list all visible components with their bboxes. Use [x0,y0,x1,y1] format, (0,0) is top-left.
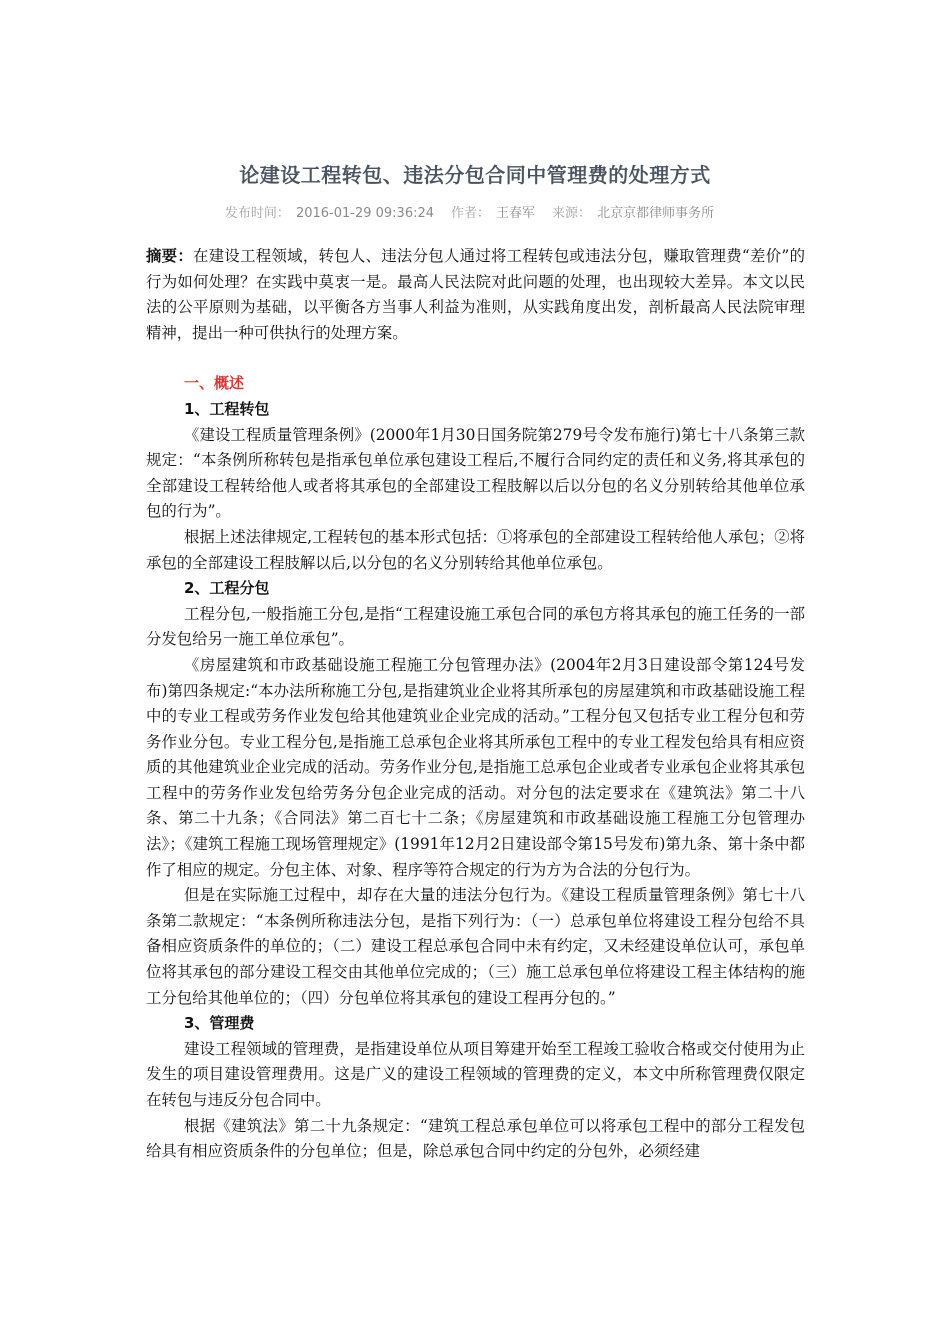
publish-time-label: 发布时间： [224,206,290,221]
paragraph: 建设工程领域的管理费，是指建设单位从项目筹建开始至工程竣工验收合格或交付使用为止发生的项目建设管理费用。这是广义的建设工程领域的管理费的定义，本文中所称管理费仅限定在转包与违反分包合同中。 [146,1039,805,1109]
author-value: 王春军 [496,206,536,221]
subsection-heading-management-fee: 3、管理费 [184,1014,255,1033]
paragraph: 《房屋建筑和市政基础设施工程施工分包管理办法》(2004年2月3日建设部令第124号发布)第四条规定:“本办法所称施工分包,是指建筑业企业将其所承包的房屋建筑和市政基础设施工程中的专业工程或劳务作业发包给其他建筑业企业完成的活动。”工程分包又包括专业工程分包和劳务作业分包。专业工程分包,是指施工总承包企业将其所承包工程中的专业工程发包给具有相应资质的其他建筑业企业完成的活动。劳务作业分包,是指施工总承包企业或者专业承包企业将其承包工程中的劳务作业发包给劳务分包企业完成的活动。对分包的法定要求在《建筑法》第二十八条、第二十九条；《合同法》第二百七十二条；《房屋建筑和市政基础设施工程施工分包管理办法》；《建筑工程施工现场管理规定》(1991年12月2日建设部令第15号发布)第九条、第十条中都作了相应的规定。分包主体、对象、程序等符合规定的行为方为合法的分包行为。 [146,655,805,879]
source-label: 来源： [552,206,592,221]
article-title: 论建设工程转包、违法分包合同中管理费的处理方式 [239,163,711,187]
article-meta [0,202,950,221]
abstract-paragraph [146,244,805,346]
paragraph: 《建设工程质量管理条例》(2000年1月30日国务院第279号令发布施行)第七十八条第三款规定：“本条例所称转包是指承包单位承包建设工程后,不履行合同约定的责任和义务,将其承包的全部建设工程转给他人或者将其承包的全部建设工程肢解以后以分包的名义分别转给其他单位承包的行为”。 [146,425,805,521]
article-body [146,244,805,1165]
paragraph: 根据《建筑法》第二十九条规定：“建筑工程总承包单位可以将承包工程中的部分工程发包给具有相应资质条件的分包单位；但是，除总承包合同中约定的分包外，必须经建 [146,1116,805,1161]
section-heading-overview: 一、概述 [184,374,245,393]
paragraph: 根据上述法律规定,工程转包的基本形式包括：①将承包的全部建设工程转给他人承包；②将承包的全部建设工程肢解以后,以分包的名义分别转给其他单位承包。 [146,527,805,572]
subsection-heading-subcontracting: 2、工程分包 [184,579,270,598]
source-value: 北京京都律师事务所 [597,206,715,221]
publish-time-value: 2016-01-29 09:36:24 [295,206,435,221]
author-label: 作者： [451,206,491,221]
paragraph: 但是在实际施工过程中，却存在大量的违法分包行为。《建设工程质量管理条例》第七十八条第二款规定：“本条例所称违法分包，是指下列行为：（一）总承包单位将建设工程分包给不具备相应资质条件的单位的；（二）建设工程总承包合同中未有约定，又未经建设单位认可，承包单位将其承包的部分建设工程交由其他单位完成的；（三）施工总承包单位将建设工程主体结构的施工分包给其他单位的；（四）分包单位将其承包的建设工程再分包的。” [146,886,805,1007]
paragraph: 工程分包,一般指施工分包,是指“工程建设施工承包合同的承包方将其承包的施工任务的一部分发包给另一施工单位承包”。 [146,604,805,649]
abstract-text: 在建设工程领域，转包人、违法分包人通过将工程转包或违法分包，赚取管理费“差价”的行为如何处理？在实践中莫衷一是。最高人民法院对此问题的处理，也出现较大差异。本文以民法的公平原则为基础，以平衡各方当事人利益为准则，从实践角度出发，剖析最高人民法院审理精神，提出一种可供执行的处理方案。 [146,247,805,342]
abstract-label: 摘要： [146,247,194,265]
subsection-heading-subcontract-transfer: 1、工程转包 [184,399,270,418]
